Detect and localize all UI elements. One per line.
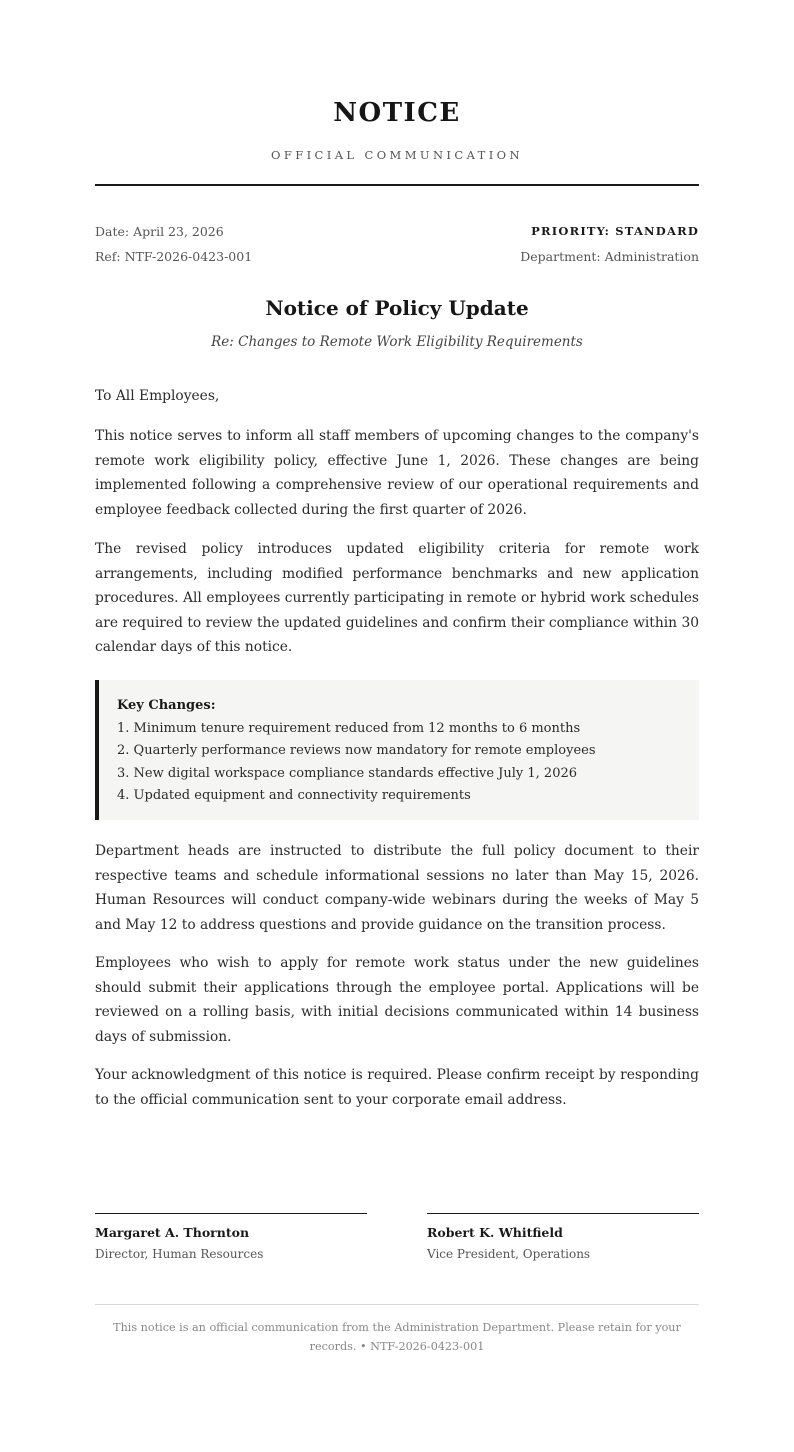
signature-block-left xyxy=(95,1213,367,1265)
paragraph-1: This notice serves to inform all staff members of upcoming changes to the company's remote work eligibility policy, effective June 1, 2026. These changes are being implemented following a comprehensive review of our operational requirements and employee feedback collected during the first quarter of 2026. xyxy=(95,428,699,518)
paragraph-4: Employees who wish to apply for remote work status under the new guidelines should submit their applications through the employee portal. Applications will be reviewed on a rolling basis, with initial decisions communicated within 14 business days of submission. xyxy=(95,955,699,1045)
key-change-item: 3. New digital workspace compliance standards effective July 1, 2026 xyxy=(117,765,578,781)
document-subject: Re: Changes to Remote Work Eligibility Requirements xyxy=(211,334,583,350)
greeting: To All Employees, xyxy=(95,388,220,404)
signatory-title: Vice President, Operations xyxy=(427,1247,591,1261)
notice-date: Date: April 23, 2026 xyxy=(95,224,224,239)
header-divider xyxy=(95,184,699,186)
key-change-item: 4. Updated equipment and connectivity requirements xyxy=(117,788,471,803)
priority-label: PRIORITY: STANDARD xyxy=(531,224,699,238)
document-title: Notice of Policy Update xyxy=(265,296,529,320)
footer-divider xyxy=(95,1304,699,1305)
key-changes-title: Key Changes: xyxy=(117,698,216,713)
key-change-item: 2. Quarterly performance reviews now mandatory for remote employees xyxy=(117,743,596,758)
signatory-title: Director, Human Resources xyxy=(95,1247,264,1261)
paragraph-2: The revised policy introduces updated eligibility criteria for remote work arrangements, including modified performance benchmarks and new application procedures. All employees currently participating in remote or hybrid work schedules are required to review the updated guidelines and confirm their compliance within 30 calendar days of this notice. xyxy=(95,541,699,655)
notice-subheading: OFFICIAL COMMUNICATION xyxy=(271,148,523,162)
paragraph-5: Your acknowledgment of this notice is required. Please confirm receipt by responding to the official communication sent to your corporate email address. xyxy=(95,1067,699,1108)
signature-block-right xyxy=(427,1213,699,1265)
key-changes-box xyxy=(95,680,699,820)
meta-left xyxy=(95,219,252,269)
signatory-name: Robert K. Whitfield xyxy=(427,1225,563,1240)
paragraph-3: Department heads are instructed to distribute the full policy document to their respective teams and schedule informational sessions no later than May 15, 2026. Human Resources will conduct company-wide webinars during the weeks of May 5 and May 12 to address questions and provide guidance on the transition process. xyxy=(95,843,699,933)
signatory-name: Margaret A. Thornton xyxy=(95,1225,250,1240)
footer-note: This notice is an official communication from the Administration Department. Please retain for your records. • NTF-2026-0423-001 xyxy=(113,1321,681,1353)
notice-ref: Ref: NTF-2026-0423-001 xyxy=(95,249,253,264)
meta-right xyxy=(520,219,699,269)
key-change-item: 1. Minimum tenure requirement reduced from 12 months to 6 months xyxy=(117,720,581,736)
notice-heading: NOTICE xyxy=(333,98,461,128)
department-label: Department: Administration xyxy=(520,249,699,264)
